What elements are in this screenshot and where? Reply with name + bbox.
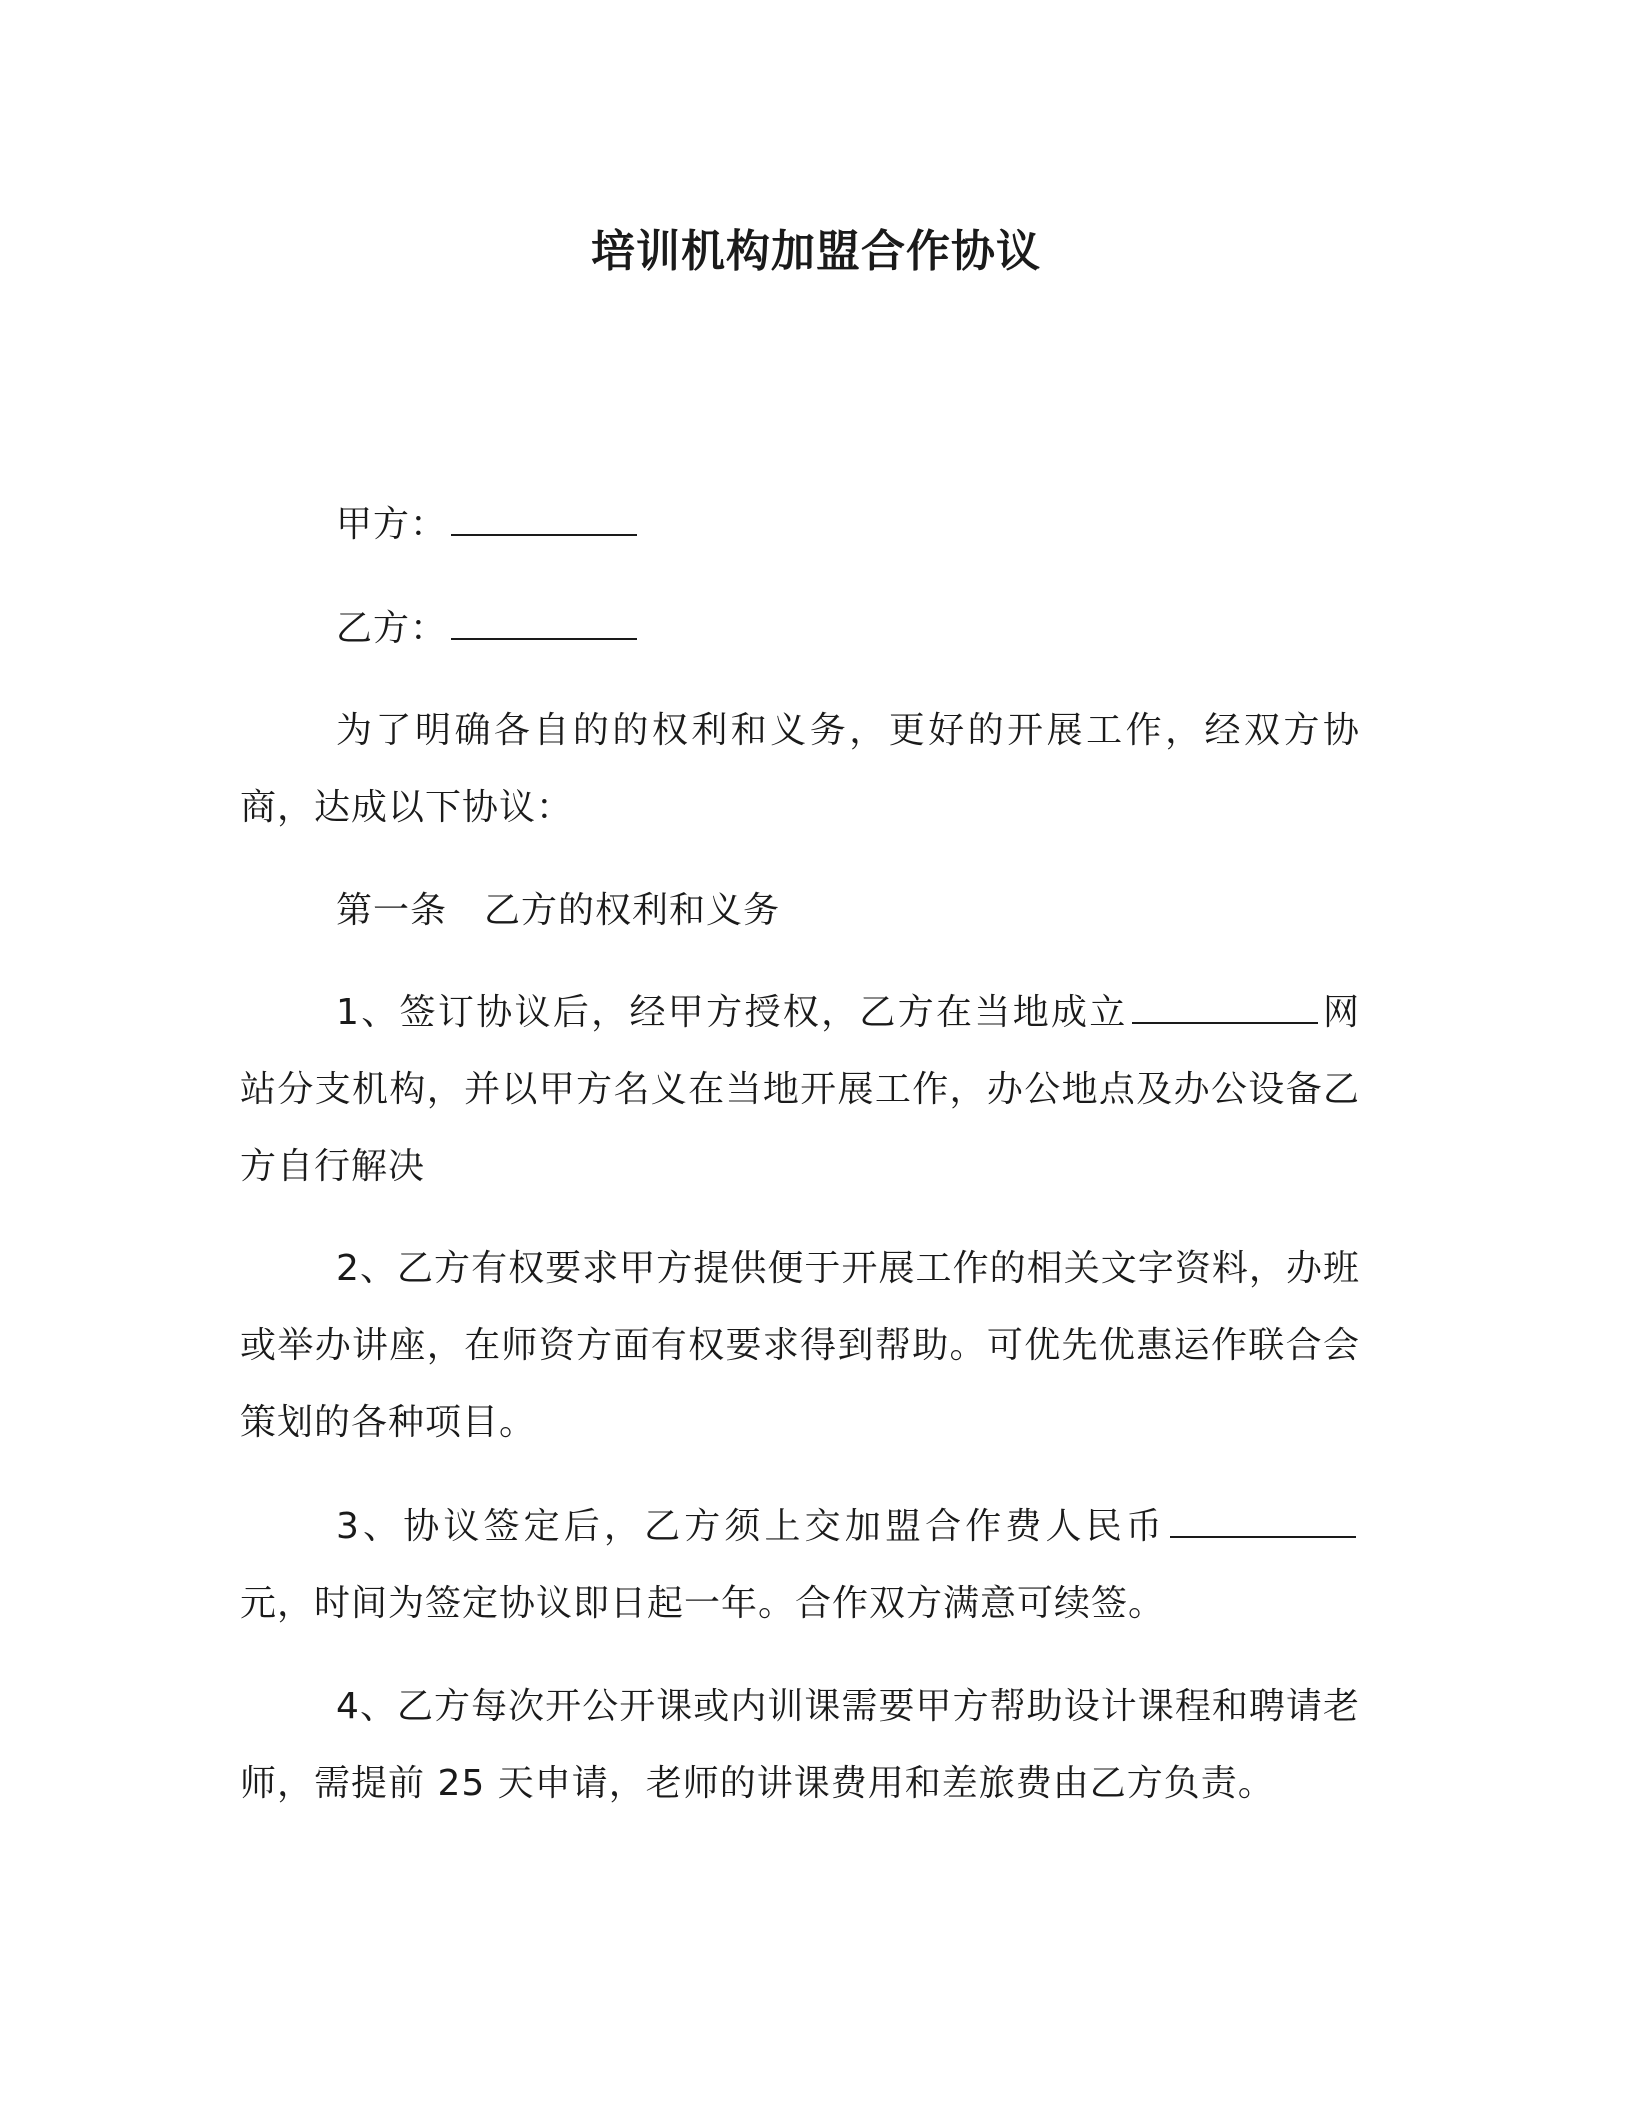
clause-1: [240, 974, 1360, 1205]
clause-3-blank: [1170, 1508, 1356, 1538]
party-a-line: [240, 486, 1360, 563]
section1-heading: 第一条 乙方的权利和义务: [336, 890, 781, 931]
clause-3-text-after: 元，时间为签定协议即日起一年。合作双方满意可续签。: [240, 1583, 1166, 1624]
clause-3-text-before: 3、协议签定后，乙方须上交加盟合作费人民币: [336, 1506, 1166, 1547]
party-a-label: 甲方：: [336, 504, 448, 545]
party-b-line: [240, 590, 1360, 667]
party-b-label: 乙方：: [336, 608, 448, 649]
clause-1-blank: [1132, 994, 1318, 1024]
clause-1-text-before: 1、签订协议后，经甲方授权，乙方在当地成立: [336, 992, 1128, 1033]
party-a-blank: [451, 506, 637, 536]
clause-3: [240, 1488, 1360, 1642]
intro-paragraph: 为了明确各自的的权利和义务，更好的开展工作，经双方协商，达成以下协议：: [240, 710, 1360, 828]
clause-2: 2、乙方有权要求甲方提供便于开展工作的相关文字资料，办班或举办讲座，在师资方面有权要求得到帮助。可优先优惠运作联合会策划的各种项目。: [240, 1248, 1360, 1443]
document-title: 培训机构加盟合作协议: [591, 226, 1041, 277]
clause-1-text-after: 网站分支机构，并以甲方名义在当地开展工作，办公地点及办公设备乙方自行解决: [240, 992, 1360, 1187]
clause-4: 4、乙方每次开公开课或内训课需要甲方帮助设计课程和聘请老师，需提前 25 天申请，老师的讲课费用和差旅费由乙方负责。: [240, 1686, 1360, 1804]
party-b-blank: [451, 610, 637, 640]
